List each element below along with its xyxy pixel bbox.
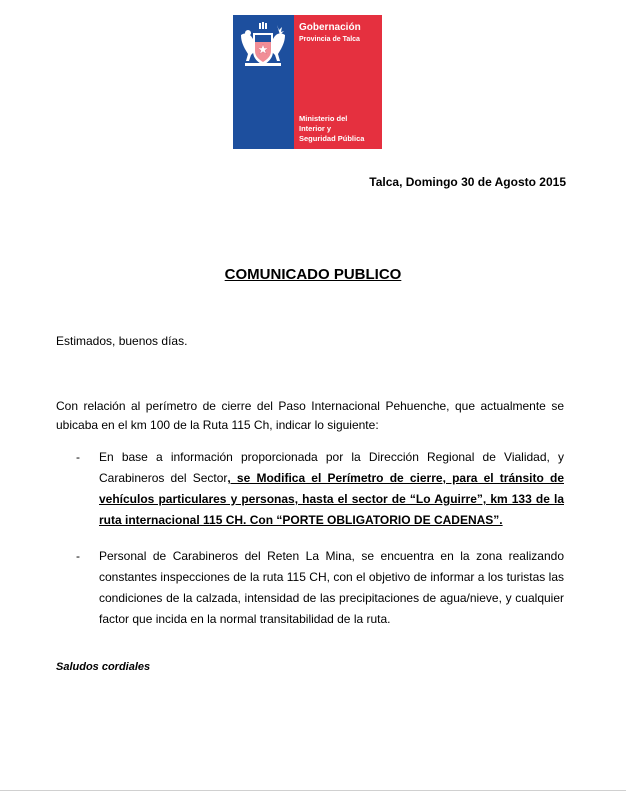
- intro-paragraph: Con relación al perímetro de cierre del Paso Internacional Pehuenche, que actualmente se ubicaba en el km 100 de la Ruta 115 Ch, indicar lo siguiente:: [56, 399, 564, 432]
- logo-ministry-line: Seguridad Pública: [299, 134, 365, 143]
- bullet-text-plain: En base a información proporcionada por la Dirección Regional de Vialidad, y Carabineros del Sector: [99, 450, 564, 485]
- chile-coat-of-arms-icon: [237, 21, 289, 69]
- logo-subtitle: Provincia de Talca: [299, 36, 360, 43]
- logo-blue-panel: [233, 15, 294, 149]
- document-title-text: COMUNICADO PUBLICO: [224, 266, 402, 283]
- gobernacion-logo: [233, 15, 382, 149]
- list-item: [56, 447, 564, 531]
- greeting: Estimados, buenos días.: [56, 334, 188, 348]
- bullet-text-emphasis: , se Modifica el Perímetro de cierre, para el tránsito de vehículos particulares y personas, hasta el sector de “Lo Aguirre”, km 133 de la ruta internacional 115 CH. Con “PORTE OBLIGATORIO DE CADENAS”.: [99, 471, 564, 527]
- bullet-marker: -: [76, 549, 80, 563]
- logo-ministry-line: Interior y: [299, 124, 332, 133]
- logo-title: Gobernación: [299, 22, 361, 33]
- list-item: [56, 546, 564, 630]
- bullet-text: Personal de Carabineros del Reten La Mina, se encuentra en la zona realizando constantes inspecciones de la ruta 115 CH, con el objetivo de informar a los turistas las condiciones de la calzada, intensidad de las precipitaciones de agua/nieve, y cualquier factor que incida en la normal transitabilidad de la ruta.: [99, 549, 564, 626]
- logo-red-panel: [294, 15, 382, 149]
- document-title: [0, 266, 626, 283]
- bullet-marker: -: [76, 450, 80, 464]
- page-divider: [0, 790, 626, 791]
- document-date: Talca, Domingo 30 de Agosto 2015: [369, 175, 566, 189]
- logo-ministry: [299, 114, 364, 144]
- logo-ministry-line: Ministerio del: [299, 114, 348, 123]
- bullet-text: [99, 447, 564, 531]
- closing-salutation: Saludos cordiales: [56, 661, 151, 673]
